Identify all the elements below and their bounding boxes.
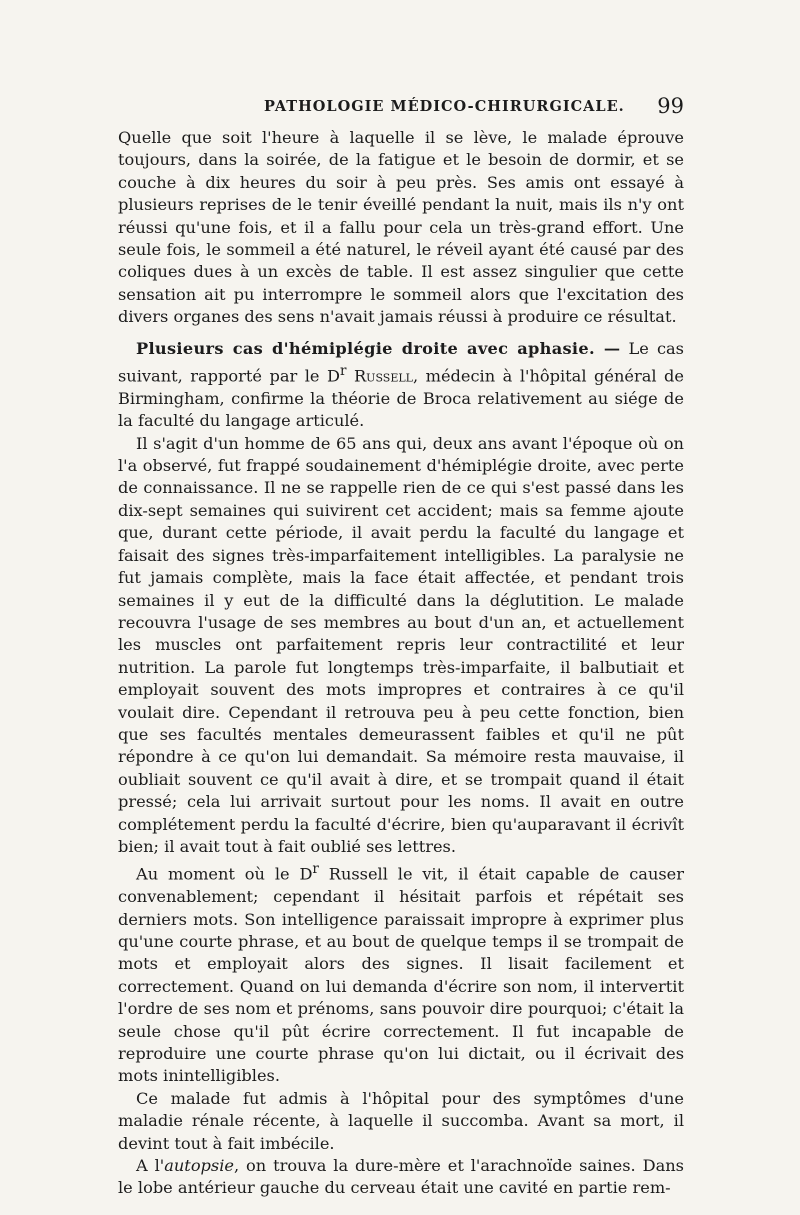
paragraph-case-intro xyxy=(118,338,684,433)
text: , médecin à l'hôpital général de Birmingham, confirme la théorie de Broca relativement au siége de la faculté du langage articulé. xyxy=(118,366,684,431)
paragraph-sleep: Quelle que soit l'heure à laquelle il se lève, le malade éprouve toujours, dans la soirée, de la fatigue et le besoin de dormir, et se couche à dix heures du soir à peu près. Ses amis ont essayé à plusieurs reprises de le tenir éveillé pendant la nuit, mais ils n'y ont réussi qu'une fois, et il a fallu pour cela un très-grand effort. Une seule fois, le sommeil a été naturel, le réveil ayant été causé par des coliques dues à un excès de table. Il est assez singulier que cette sensation ait pu interrompre le sommeil alors que l'excitation des divers organes des sens n'avait jamais réussi à produire ce résultat. xyxy=(118,128,684,327)
paragraph-autopsy xyxy=(118,1155,684,1200)
section-title: Plusieurs cas d'hémiplégie droite avec aphasie. — xyxy=(136,338,621,358)
text: Russell le vit, il était capable de causer convenablement; cependant il hésitait parfois et répétait ses derniers mots. Son intelligence paraissait impropre à exprimer plus qu'une courte phrase, et au bout de quelque temps il se trompait de mots et employait alors des signes. Il lisait facilement et correctement. Quand on lui demanda d'écrire son nom, il intervertit l'ordre de ses nom et prénoms, sans pouvoir dire pourquoi; c'était la seule chose qu'il pût écrire correctement. Il fut incapable de reproduire une courte phrase qu'on lui dictait, ou il écrivait des mots inintelligibles. xyxy=(118,864,684,1086)
page-body xyxy=(118,127,684,1200)
running-head: PATHOLOGIE MÉDICO-CHIRURGICALE. xyxy=(264,98,625,115)
italic-term: autopsie xyxy=(164,1156,234,1176)
text: Le cas suivant, rapporté par le D xyxy=(118,338,684,386)
paragraph-admission: Ce malade fut admis à l'hôpital pour des symptômes d'une maladie rénale récente, à laquelle il succomba. Avant sa mort, il devint tout à fait imbécile. xyxy=(118,1088,684,1153)
paragraph-case-history: Il s'agit d'un homme de 65 ans qui, deux ans avant l'époque où on l'a observé, fut frappé soudainement d'hémiplégie droite, avec perte de connaissance. Il ne se rappelle rien de ce qui s'est passé dans les dix-sept semaines qui suivirent cet accident; mais sa femme ajoute que, durant cette période, il avait perdu la faculté du langage et faisait des signes très-imparfaitement intelligibles. La paralysie ne fut jamais complète, mais la face était affectée, et pendant trois semaines il y eut de la difficulté dans la déglutition. Le malade recouvra l'usage de ses membres au bout d'un an, et actuellement les muscles ont parfaitement repris leur contractilité et leur nutrition. La parole fut longtemps très-imparfaite, il balbutiait et employait souvent des mots impropres et contraires à ce qu'il voulait dire. Cependant il retrouva peu à peu cette fonction, bien que ses facultés mentales demeurassent faibles et qu'il ne pût répondre à ce qu'on lui demandait. Sa mémoire resta mauvaise, il oubliait souvent ce qu'il avait à dire, et se trompait quand il était pressé; cela lui arrivait surtout pour les noms. Il avait en outre complétement perdu la faculté d'écrire, bien qu'auparavant il écrivît bien; il avait tout à fait oublié ses lettres. xyxy=(118,433,684,856)
page-number: 99 xyxy=(657,94,684,118)
text: , on trouva la dure-mère et l'arachnoïde saines. Dans le lobe antérieur gauche du cerveau était une cavité en partie rem- xyxy=(118,1156,684,1198)
dr-superscript: r xyxy=(312,861,319,878)
text: Au moment où le D xyxy=(136,864,313,884)
page-header xyxy=(118,94,684,124)
author-name: Russell xyxy=(353,366,413,386)
paragraph-examination xyxy=(118,858,684,1087)
text: A l' xyxy=(136,1156,165,1176)
dr-superscript: r xyxy=(340,363,347,380)
